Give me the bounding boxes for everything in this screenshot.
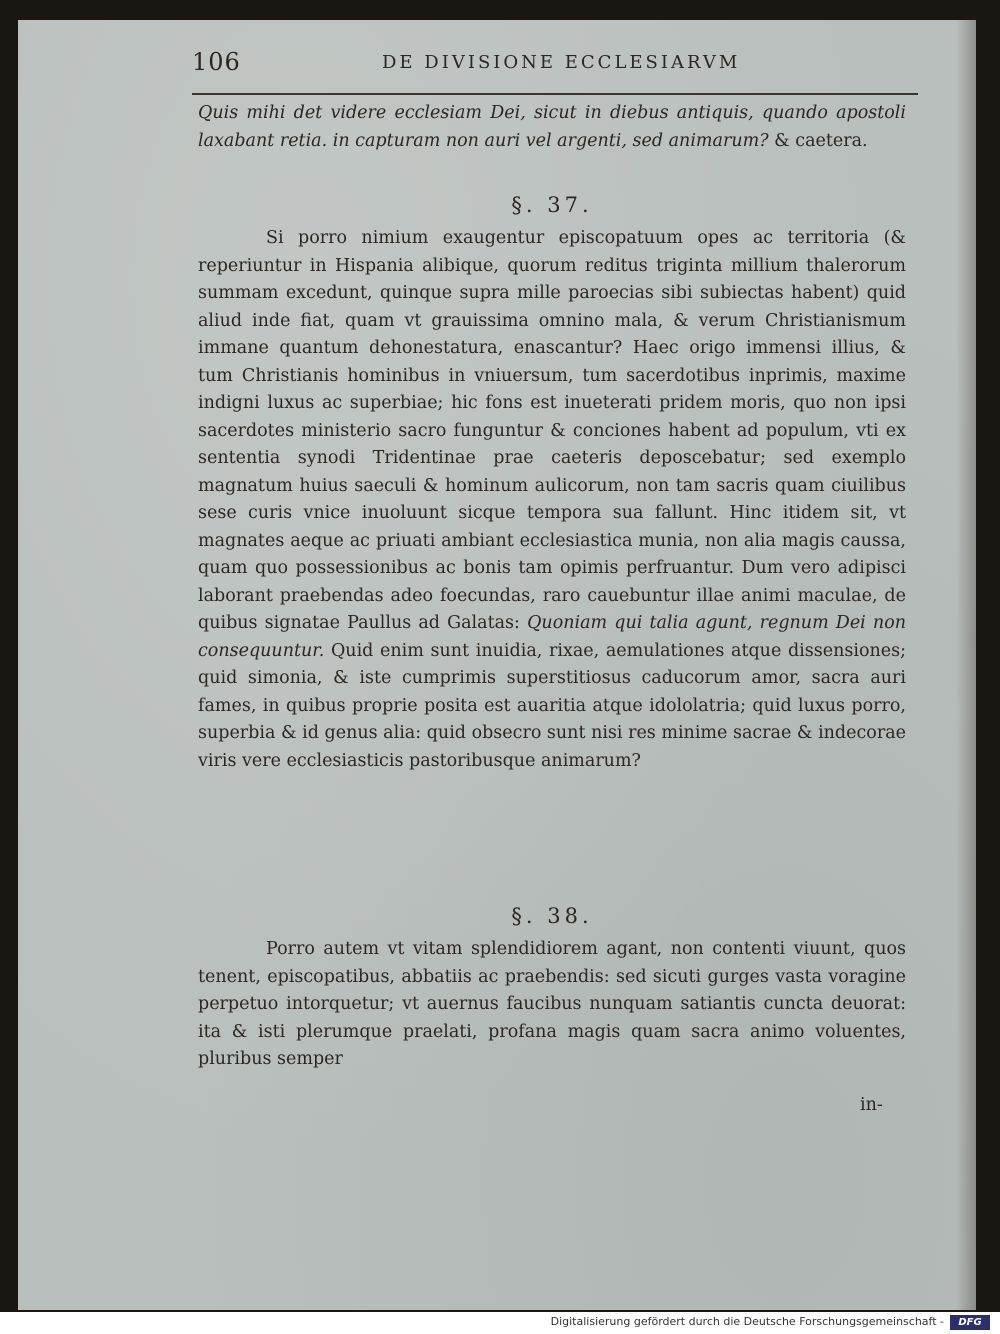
quotation-tail: & caetera.: [774, 130, 868, 151]
quotation-text: Quis mihi det videre ecclesiam Dei, sicut in diebus antiquis, quando apostoli laxabant retia. in capturam non auri vel argenti, sed animarum?: [198, 103, 906, 151]
footer-credit: Digitalisierung gefördert durch die Deutsche Forschungsgemeinschaft -: [550, 1315, 944, 1328]
scripture-quote: Quoniam qui talia agunt, regnum Dei non consequuntur.: [198, 613, 906, 661]
spine-shadow: [956, 20, 976, 1310]
paragraph-text: Si porro nimium exaugentur episcopatuum opes ac territoria (& reperiuntur in Hispania alibique, quorum reditus triginta millium thalerorum summam excedunt, quinque supra mille paroecias sibi subiectas habent) quid aliud inde fiat, quam vt grauissima omnino mala, & verum Christianismum immane quantum dehonestatura, enascantur? Haec origo immensi illius, & tum Christianis hominibus in vniuersum, tum sacerdotibus inprimis, maxime indigni luxus ac superbiae; hic fons est inueterati pridem moris, quo non ipsi sacerdotes ministerio sacro funguntur & conciones habent ad populum, vti ex sententia synodi Tridentinae prae caeteris deposcebatur; sed exemplo magnatum huius saeculi & hominum aulicorum, non tam sacris quam ciuilibus sese curis vnice inuoluunt sicque tempora sua fallunt. Hinc itidem sit, vt magnates aeque ac priuati ambiant ecclesiastica munia, non alia magis caussa, quam quo possessionibus ac bonis tam opimis perfruantur. Dum vero adipisci laborant praebendas adeo foecundas, raro cauebuntur illae animi maculae, de quibus signatae Paullus ad Galatas:: [198, 228, 906, 633]
paragraph-text: Porro autem vt vitam splendidiorem agant, non contenti viuunt, quos tenent, episcopatibus, abbatiis ac praebendis: sed sicuti gurges vasta voragine perpetuo intorquetur; vt auernus faucibus nunquam satiantis cuncta deuorat: ita & isti plerumque praelati, profana magis quam sacra animo voluentes, pluribus semper: [198, 939, 906, 1069]
section-heading-38: §. 38.: [511, 904, 593, 928]
paragraph-text: Quid enim sunt inuidia, rixae, aemulationes atque dissensiones; quid simonia, & iste cumprimis superstitiosus caducorum amor, sacra auri fames, in quibus proprie posita est auaritia atque idololatria; quid luxus porro, superbia & id genus alia: quid obsecro sunt nisi res minime sacrae & indecorae viris vere ecclesiasticis pastoribusque animarum?: [198, 640, 906, 771]
page-number: 106: [192, 48, 241, 76]
dfg-logo: DFG: [950, 1315, 990, 1330]
header-rule: [192, 93, 918, 95]
footer-bar: [0, 1312, 1000, 1334]
catchword: in-: [860, 1095, 883, 1115]
section-heading-37: §. 37.: [511, 193, 593, 217]
continuation-text: [198, 100, 906, 155]
section-37-paragraph: [198, 225, 906, 775]
running-head: [192, 48, 918, 88]
running-title: DE DIVISIONE ECCLESIARVM: [382, 52, 741, 73]
section-38-paragraph: [198, 936, 906, 1074]
